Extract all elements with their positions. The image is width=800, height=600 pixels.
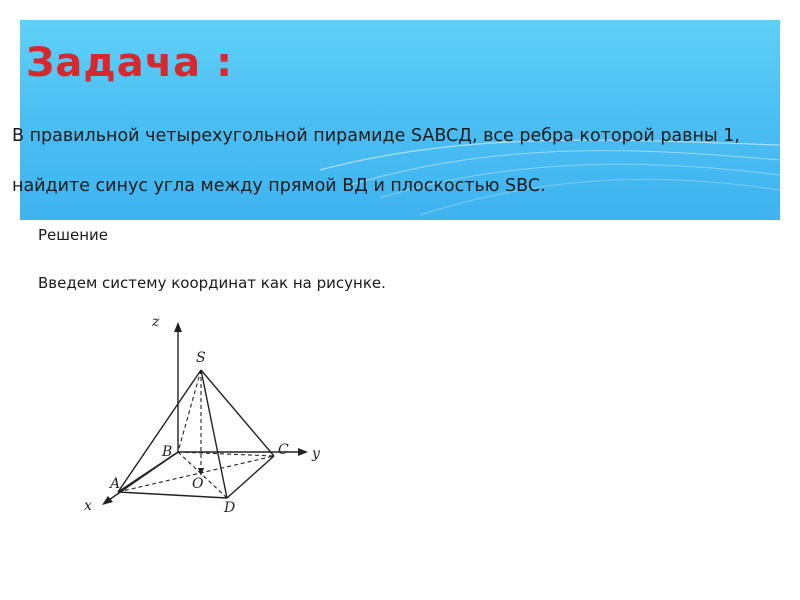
axis-y-label: y (312, 446, 320, 462)
vertex-c-label: C (278, 442, 289, 458)
axis-x-label: x (84, 498, 92, 514)
edge-sa (118, 370, 201, 492)
axis-x-arrow (102, 496, 113, 505)
axis-z-label: z (152, 314, 160, 330)
edge-sd (201, 370, 227, 498)
solution-heading: Решение (38, 226, 109, 244)
center-o-label: O (192, 476, 204, 492)
edge-sc (201, 370, 274, 456)
edge-sb (178, 370, 201, 452)
solution-step-1: Введем систему координат как на рисунке. (38, 274, 386, 292)
vertex-s-label: S (196, 350, 206, 366)
axis-z-arrow (174, 322, 182, 332)
vertex-a-label: A (110, 476, 121, 492)
problem-line-1: В правильной четырехугольной пирамиде SABCД, все ребра которой равны 1, (12, 126, 740, 146)
pyramid-figure (72, 310, 352, 520)
vertex-d-label: D (224, 500, 236, 516)
edge-cd (227, 456, 274, 498)
vertex-b-label: B (162, 444, 173, 460)
axis-y-arrow (298, 448, 308, 456)
slide-title: Задача : (26, 40, 234, 86)
problem-line-2: найдите синус угла между прямой ВД и плоскостью SBC. (12, 176, 546, 196)
edge-da (118, 492, 227, 498)
